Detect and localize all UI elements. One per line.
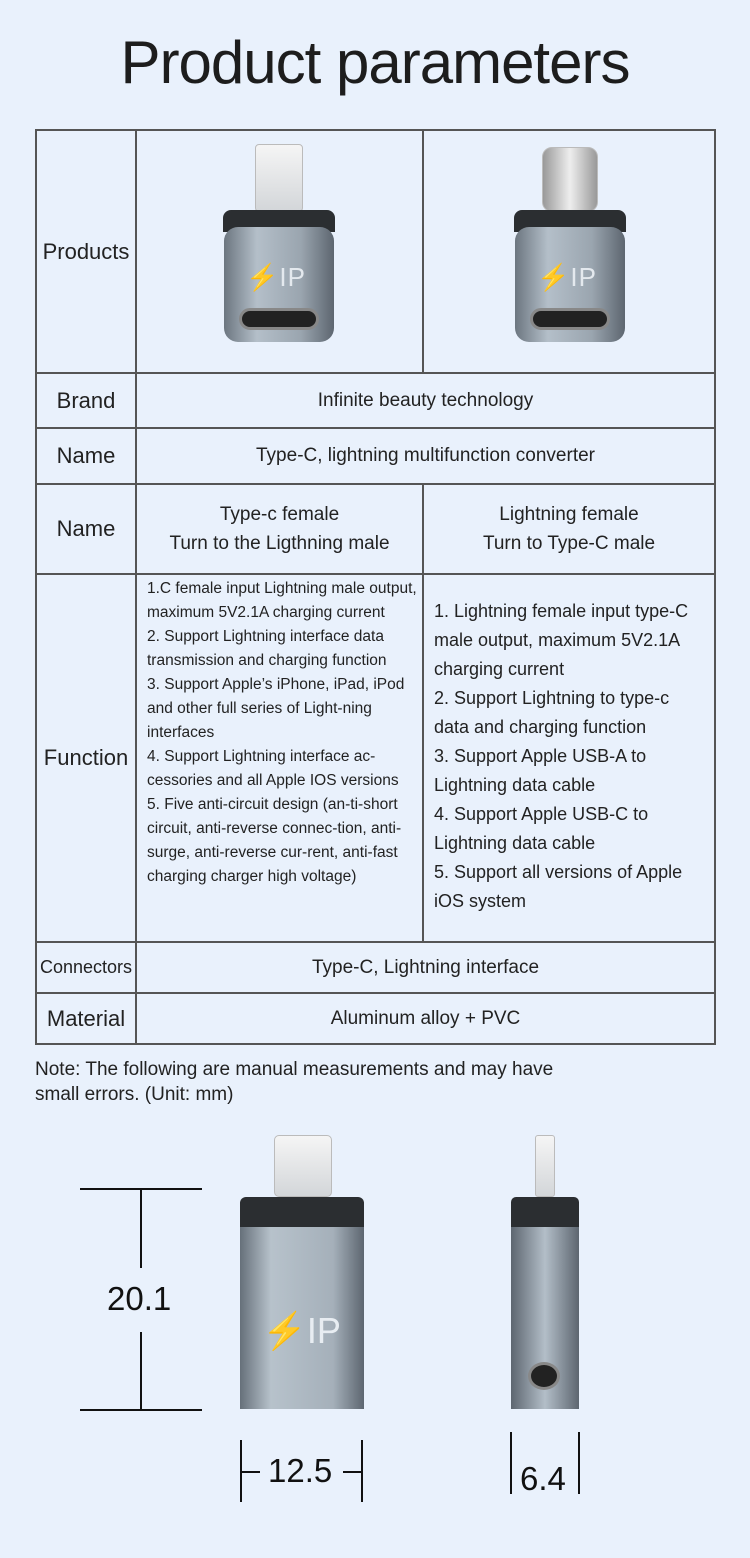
page-title: Product parameters bbox=[120, 29, 630, 96]
function-left: 1.C female input Lightning male output, maximum 5V2.1A charging current 2. Support Lightning interface data transmission and charging function 3. Support Apple’s iPhone, iPad, iPod and other full series of Light-ning interfaces 4. Support Lightning interface ac-cessories and all Apple IOS versions 5. Five anti-circuit design (an-ti-short circuit, anti-reverse connec-tion, anti-surge, anti-reverse cur-rent, anti-fast charging charger high voltage) bbox=[136, 574, 423, 942]
connectors-label: Connectors bbox=[36, 942, 136, 993]
depth-dimension: 6.4 bbox=[520, 1460, 566, 1497]
name-right-line2: Turn to Type-C male bbox=[482, 533, 656, 554]
product-image-typec-male bbox=[423, 130, 715, 373]
products-label: Products bbox=[36, 130, 136, 373]
brand-label: Brand bbox=[36, 373, 136, 428]
name-right-line1: Lightning female bbox=[499, 504, 639, 525]
brand-logo-icon: ⚡IP bbox=[537, 261, 597, 292]
material-label: Material bbox=[36, 993, 136, 1044]
name-label: Name bbox=[36, 428, 136, 484]
product-image-lightning-male bbox=[136, 130, 423, 373]
width-dimension: 12.5 bbox=[268, 1452, 333, 1489]
brand-value: Infinite beauty technology bbox=[136, 373, 715, 428]
brand-logo-icon: ⚡IP bbox=[246, 261, 306, 292]
height-dimension: 20.1 bbox=[107, 1280, 172, 1317]
name-left-line1: Type-c female bbox=[219, 504, 340, 525]
name-value: Type-C, lightning multifunction converter bbox=[136, 428, 715, 484]
measurement-note: Note: The following are manual measurements and may have small errors. (Unit: mm) bbox=[35, 1059, 554, 1105]
material-value: Aluminum alloy + PVC bbox=[136, 993, 715, 1044]
name2-label: Name bbox=[36, 484, 136, 574]
parameters-table bbox=[35, 129, 716, 1045]
name-left-line2: Turn to the Ligthning male bbox=[169, 533, 390, 554]
function-right: 1. Lightning female input type-C male output, maximum 5V2.1A charging current 2. Support Lightning to type-c data and charging function 3. Support Apple USB-A to Lightning data cable 4. Support Apple USB-C to Lightning data cable 5. Support all versions of Apple iOS system bbox=[423, 574, 715, 942]
function-label: Function bbox=[36, 574, 136, 942]
connectors-value: Type-C, Lightning interface bbox=[136, 942, 715, 993]
brand-logo-icon: ⚡IP bbox=[262, 1310, 341, 1351]
parameters-section bbox=[35, 129, 716, 1107]
